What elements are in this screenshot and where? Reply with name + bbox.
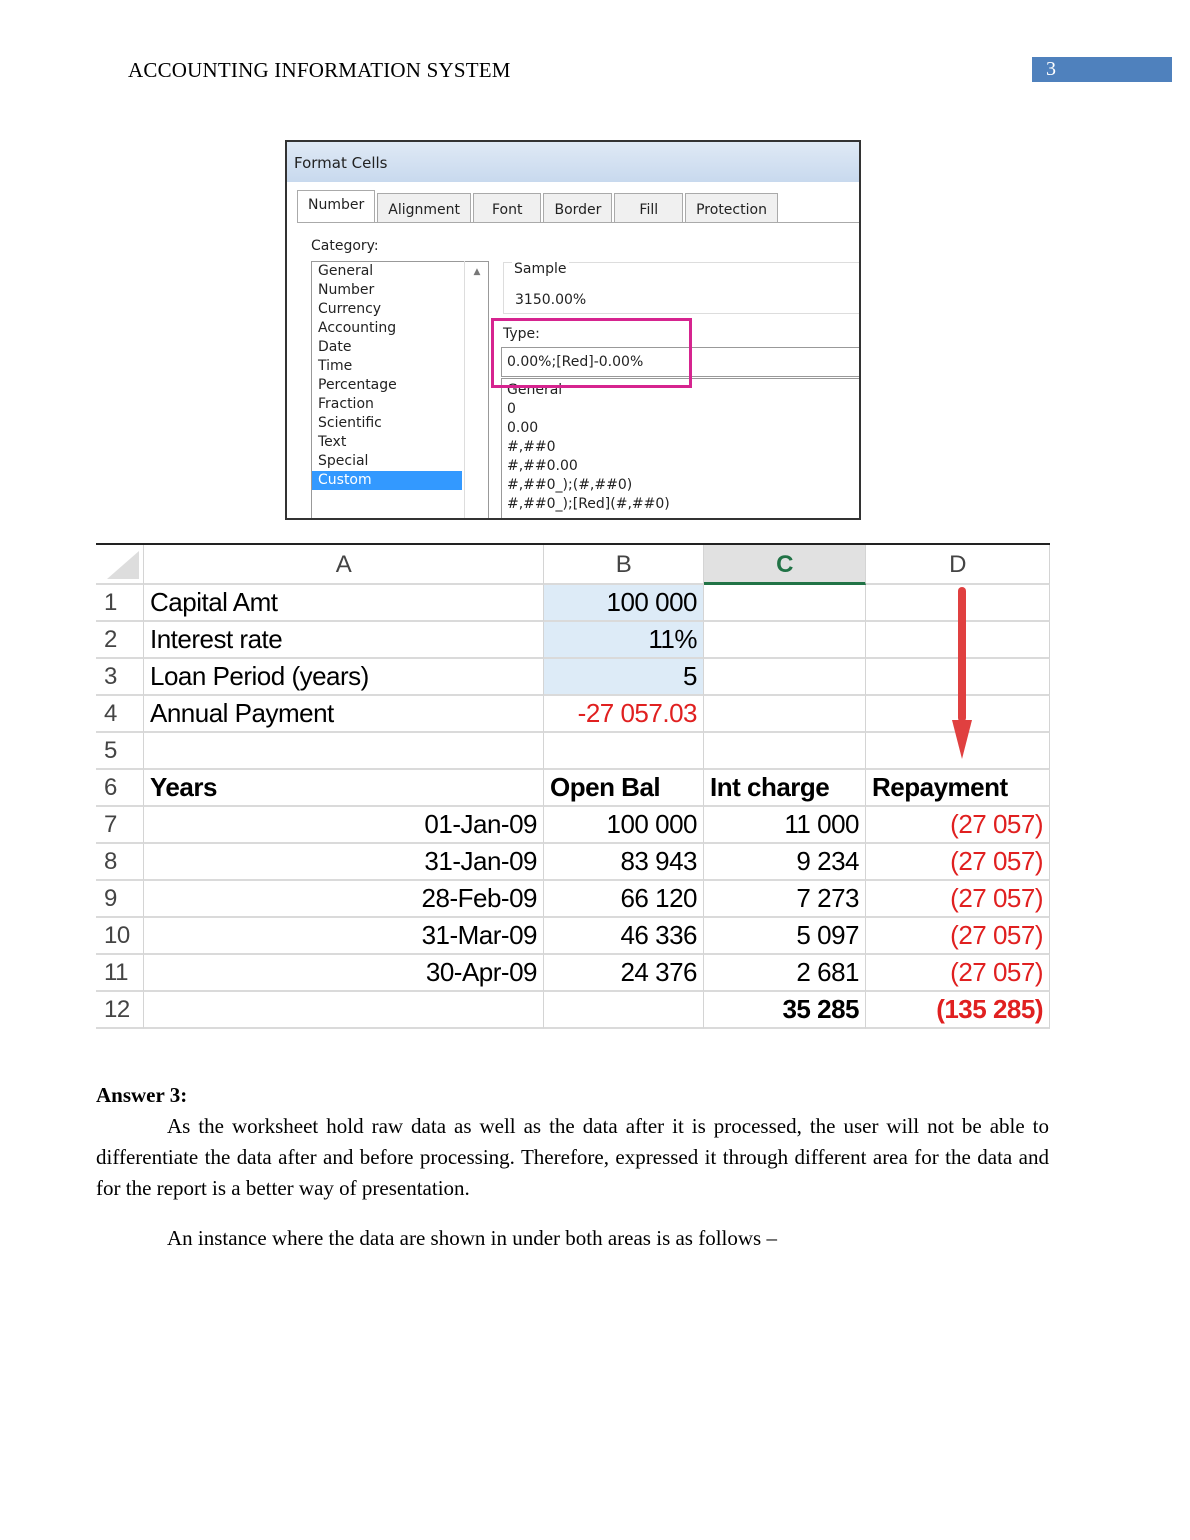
running-header: ACCOUNTING INFORMATION SYSTEM (128, 58, 511, 82)
cell-b6[interactable]: Open Bal (544, 770, 704, 807)
paragraph: An instance where the data are shown in under both areas is as follows – (167, 1226, 777, 1250)
cell-c11[interactable]: 2 681 (704, 955, 866, 992)
cell-a7[interactable]: 01-Jan-09 (144, 807, 544, 844)
cell-b7[interactable]: 100 000 (544, 807, 704, 844)
category-list[interactable] (311, 261, 489, 520)
sample-label: Sample (514, 261, 567, 277)
cell-c4[interactable] (704, 696, 866, 733)
column-header-b[interactable]: B (544, 545, 704, 585)
page-number: 3 (1032, 57, 1172, 82)
type-list-item[interactable]: General (507, 382, 563, 398)
cell-a1[interactable]: Capital Amt (144, 585, 544, 622)
cell-b1[interactable]: 100 000 (544, 585, 704, 622)
category-item[interactable]: Time (318, 358, 353, 374)
cell-b8[interactable]: 83 943 (544, 844, 704, 881)
dialog-tabs (297, 193, 780, 223)
type-input[interactable]: 0.00%;[Red]-0.00% (501, 347, 861, 377)
cell-c3[interactable] (704, 659, 866, 696)
cell-a12[interactable] (144, 992, 544, 1029)
column-header-a[interactable]: A (144, 545, 544, 585)
type-list-item[interactable]: #,##0_);(#,##0) (507, 477, 633, 493)
cell-b5[interactable] (544, 733, 704, 770)
category-item[interactable]: Fraction (318, 396, 374, 412)
cell-a10[interactable]: 31-Mar-09 (144, 918, 544, 955)
cell-a2[interactable]: Interest rate (144, 622, 544, 659)
cell-b12[interactable] (544, 992, 704, 1029)
row-header[interactable]: 5 (96, 733, 144, 770)
row-header[interactable]: 10 (96, 918, 144, 955)
row-header[interactable]: 4 (96, 696, 144, 733)
cell-a5[interactable] (144, 733, 544, 770)
category-item[interactable]: Currency (318, 301, 382, 317)
category-item[interactable]: Scientific (318, 415, 382, 431)
type-list-item[interactable]: #,##0_);[Red](#,##0) (507, 496, 670, 512)
down-arrow-icon (952, 587, 972, 762)
cell-c1[interactable] (704, 585, 866, 622)
row-header[interactable]: 11 (96, 955, 144, 992)
type-list-item[interactable]: #,##0.00 (507, 458, 578, 474)
row-header[interactable]: 6 (96, 770, 144, 807)
tab-border[interactable]: Border (543, 193, 612, 223)
cell-c8[interactable]: 9 234 (704, 844, 866, 881)
tab-font[interactable]: Font (473, 193, 541, 223)
scroll-up-icon[interactable]: ▲ (473, 267, 481, 277)
cell-c12[interactable]: 35 285 (704, 992, 866, 1029)
cell-d6[interactable]: Repayment (866, 770, 1050, 807)
spreadsheet (96, 543, 1050, 1033)
sheet-grid (96, 545, 1050, 1029)
tab-fill[interactable]: Fill (614, 193, 683, 223)
highlight-box (491, 318, 692, 388)
tab-divider (297, 222, 859, 223)
row-header[interactable]: 8 (96, 844, 144, 881)
cell-a11[interactable]: 30-Apr-09 (144, 955, 544, 992)
category-item[interactable]: Custom (312, 471, 462, 490)
scrollbar[interactable] (464, 261, 489, 520)
type-list[interactable] (501, 378, 861, 520)
paragraph: As the worksheet hold raw data as well as the data after it is processed, the user will not be able to differentiate the data after and before processing. Therefore, expressed it through different area for the data and for the report is a better way of presentation. (96, 1114, 1049, 1200)
cell-d9[interactable]: (27 057) (866, 881, 1050, 918)
row-header[interactable]: 12 (96, 992, 144, 1029)
cell-c2[interactable] (704, 622, 866, 659)
cell-b10[interactable]: 46 336 (544, 918, 704, 955)
cell-b9[interactable]: 66 120 (544, 881, 704, 918)
cell-c7[interactable]: 11 000 (704, 807, 866, 844)
column-header-d[interactable]: D (866, 545, 1050, 585)
type-list-item[interactable]: #,##0 (507, 439, 556, 455)
category-item[interactable]: General (318, 263, 374, 279)
type-list-item[interactable]: 0.00 (507, 420, 539, 436)
cell-d10[interactable]: (27 057) (866, 918, 1050, 955)
dialog-title: Format Cells (287, 142, 859, 182)
cell-a8[interactable]: 31-Jan-09 (144, 844, 544, 881)
category-item[interactable]: Percentage (318, 377, 397, 393)
type-list-item[interactable]: 0 (507, 401, 516, 417)
row-header[interactable]: 9 (96, 881, 144, 918)
cell-b3[interactable]: 5 (544, 659, 704, 696)
cell-b2[interactable]: 11% (544, 622, 704, 659)
cell-d12[interactable]: (135 285) (866, 992, 1050, 1029)
row-header[interactable]: 7 (96, 807, 144, 844)
category-item[interactable]: Text (318, 434, 347, 450)
cell-d8[interactable]: (27 057) (866, 844, 1050, 881)
cell-a4[interactable]: Annual Payment (144, 696, 544, 733)
cell-d11[interactable]: (27 057) (866, 955, 1050, 992)
tab-alignment[interactable]: Alignment (377, 193, 471, 223)
cell-a9[interactable]: 28-Feb-09 (144, 881, 544, 918)
row-header[interactable]: 2 (96, 622, 144, 659)
category-label: Category: (311, 238, 379, 254)
cell-a3[interactable]: Loan Period (years) (144, 659, 544, 696)
row-header[interactable]: 1 (96, 585, 144, 622)
sample-value: 3150.00% (515, 292, 587, 308)
sample-group (503, 262, 861, 314)
row-header[interactable]: 3 (96, 659, 144, 696)
cell-c9[interactable]: 7 273 (704, 881, 866, 918)
select-all-corner[interactable] (96, 545, 144, 585)
category-item[interactable]: Accounting (318, 320, 397, 336)
category-item[interactable]: Number (318, 282, 375, 298)
column-header-c[interactable]: C (704, 545, 866, 585)
cell-a6[interactable]: Years (144, 770, 544, 807)
cell-c5[interactable] (704, 733, 866, 770)
cell-b4[interactable]: -27 057.03 (544, 696, 704, 733)
category-item[interactable]: Date (318, 339, 352, 355)
type-label: Type: (503, 326, 540, 342)
tab-protection[interactable]: Protection (685, 193, 778, 223)
cell-c6[interactable]: Int charge (704, 770, 866, 807)
cell-d7[interactable]: (27 057) (866, 807, 1050, 844)
tab-number[interactable]: Number (297, 190, 375, 223)
category-item[interactable]: Special (318, 453, 369, 469)
format-cells-dialog (285, 140, 861, 520)
cell-b11[interactable]: 24 376 (544, 955, 704, 992)
cell-c10[interactable]: 5 097 (704, 918, 866, 955)
answer-heading: Answer 3: (96, 1083, 188, 1107)
